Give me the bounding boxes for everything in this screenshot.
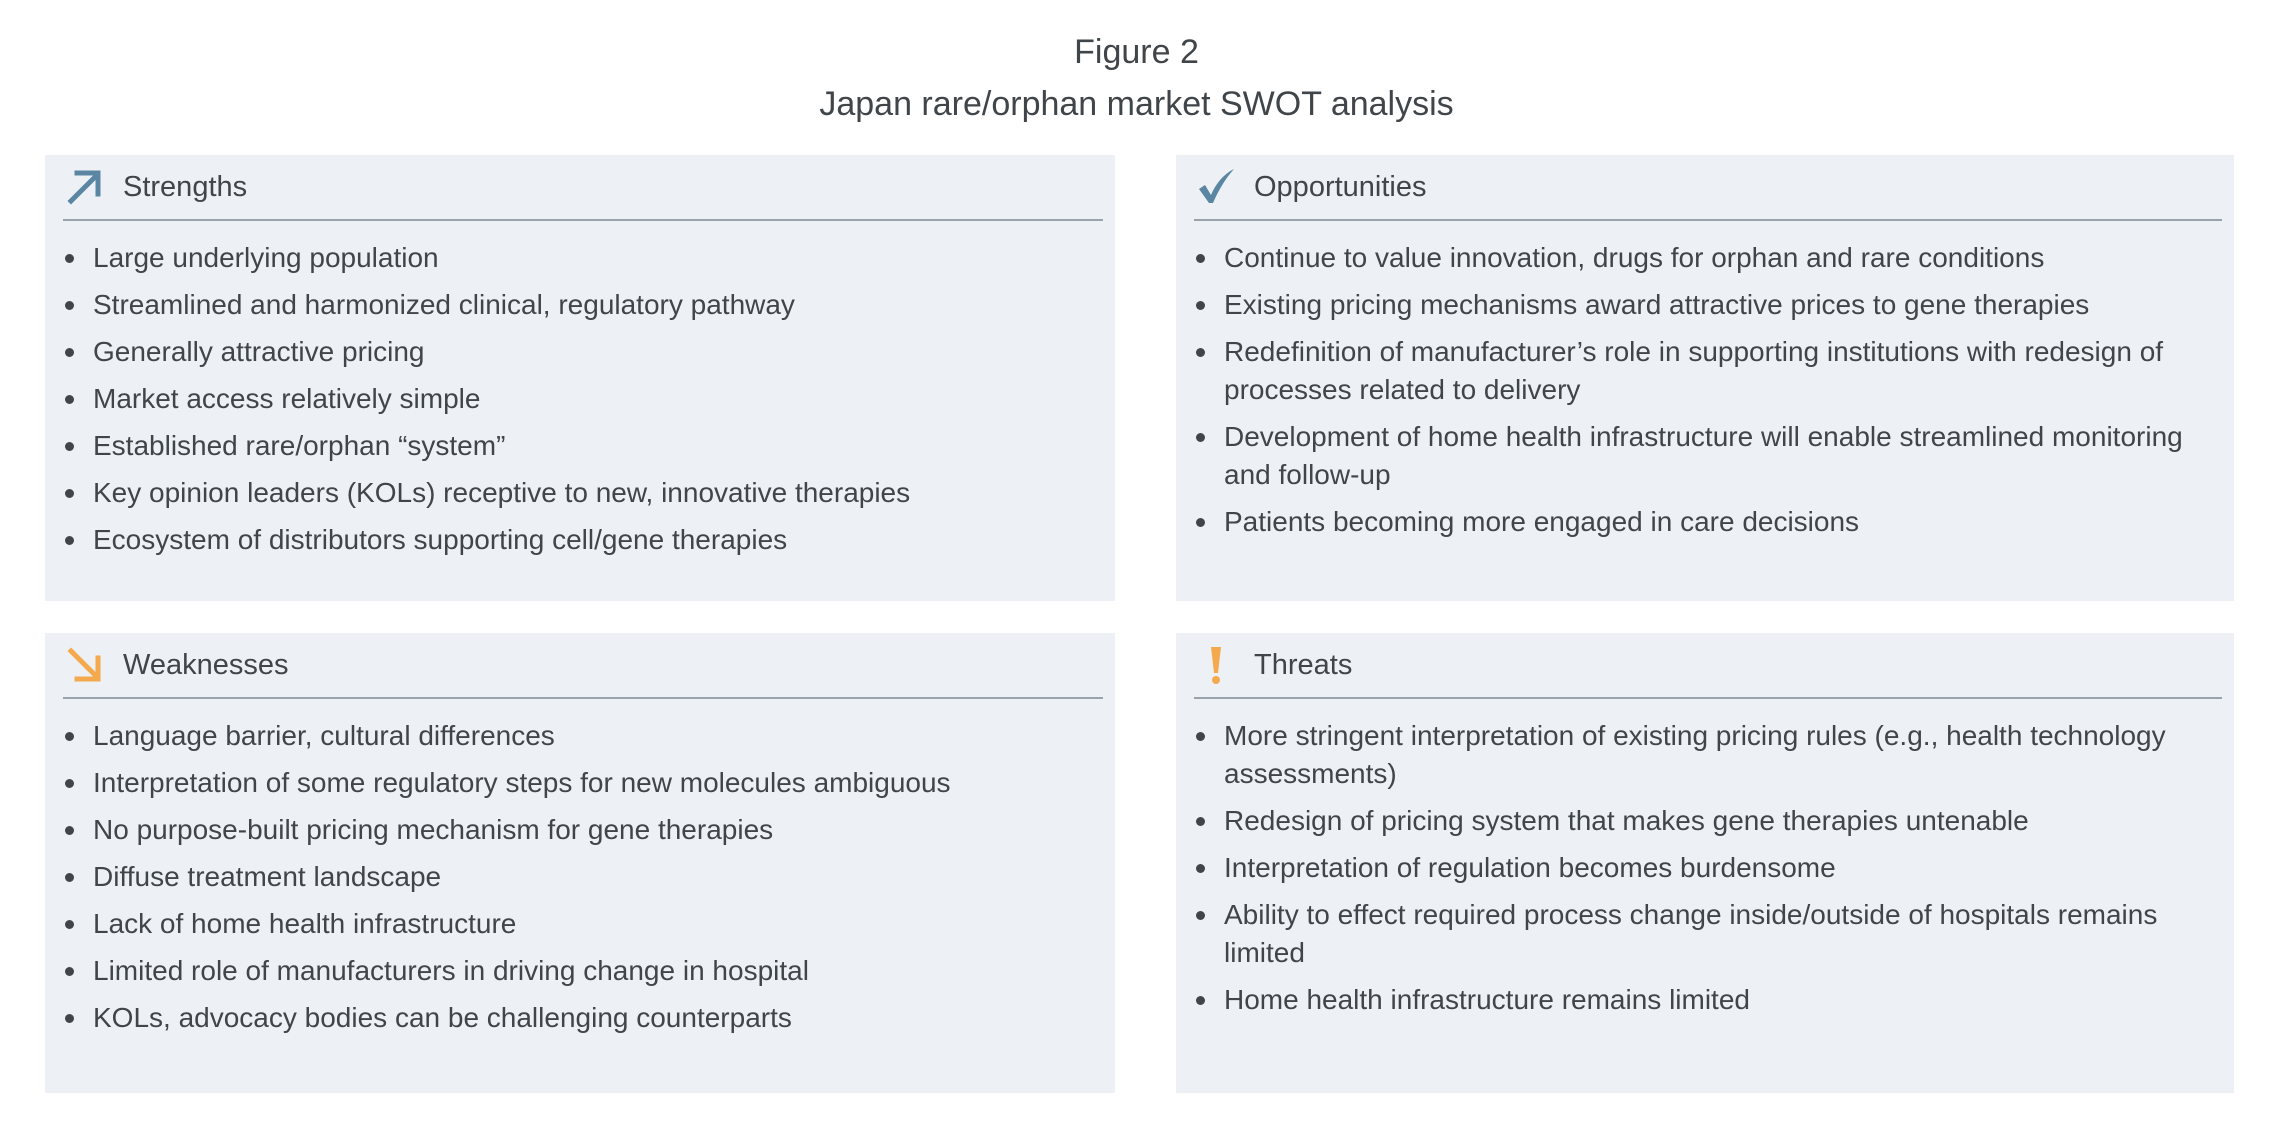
arrow-down-right-icon (65, 645, 105, 685)
list-item (63, 474, 1103, 512)
bullet (65, 1014, 74, 1023)
bullet (1196, 817, 1205, 826)
strengths-panel (45, 155, 1115, 601)
bullet (65, 254, 74, 263)
list-item-text: Ability to effect required process change inside/outside of hospitals remains limited (1224, 899, 2158, 968)
threats-header (1194, 633, 2222, 699)
bullet (1196, 518, 1205, 527)
list-item-text: Existing pricing mechanisms award attractive prices to gene therapies (1224, 289, 2090, 320)
threats-title: Threats (1254, 648, 1353, 681)
list-item (63, 905, 1103, 943)
list-item (63, 952, 1103, 990)
list-item-text: KOLs, advocacy bodies can be challenging counterparts (93, 1002, 792, 1033)
list-item-text: Interpretation of regulation becomes burdensome (1224, 852, 1836, 883)
list-item (1194, 849, 2222, 887)
arrow-up-right-icon (65, 167, 105, 207)
strengths-list (63, 239, 1103, 559)
list-item-text: More stringent interpretation of existing pricing rules (e.g., health technology assessments) (1224, 720, 2166, 789)
opportunities-header (1194, 155, 2222, 221)
strengths-header (63, 155, 1103, 221)
list-item (1194, 333, 2222, 409)
bullet (65, 395, 74, 404)
bullet (65, 732, 74, 741)
list-item (63, 333, 1103, 371)
bullet (1196, 864, 1205, 873)
list-item-text: Streamlined and harmonized clinical, regulatory pathway (93, 289, 795, 320)
weaknesses-title: Weaknesses (123, 648, 289, 681)
list-item (1194, 286, 2222, 324)
list-item (1194, 896, 2222, 972)
list-item-text: Established rare/orphan “system” (93, 430, 506, 461)
list-item (63, 521, 1103, 559)
bullet (1196, 732, 1205, 741)
opportunities-title: Opportunities (1254, 170, 1427, 203)
list-item-text: Continue to value innovation, drugs for orphan and rare conditions (1224, 242, 2045, 273)
bullet (1196, 433, 1205, 442)
list-item-text: Redesign of pricing system that makes gene therapies untenable (1224, 805, 2029, 836)
threats-panel (1176, 633, 2234, 1093)
list-item (63, 427, 1103, 465)
list-item-text: Interpretation of some regulatory steps for new molecules ambiguous (93, 767, 951, 798)
list-item (63, 999, 1103, 1037)
bullet (65, 920, 74, 929)
bullet (65, 826, 74, 835)
list-item (63, 858, 1103, 896)
list-item (63, 239, 1103, 277)
list-item-text: Limited role of manufacturers in driving change in hospital (93, 955, 809, 986)
figure-title: Japan rare/orphan market SWOT analysis (819, 85, 1454, 123)
bullet (1196, 911, 1205, 920)
list-item-text: Large underlying population (93, 242, 439, 273)
list-item (1194, 239, 2222, 277)
list-item (63, 764, 1103, 802)
list-item-text: Key opinion leaders (KOLs) receptive to new, innovative therapies (93, 477, 911, 508)
bullet (1196, 254, 1205, 263)
list-item-text: Redefinition of manufacturer’s role in supporting institutions with redesign of processes related to delivery (1224, 336, 2164, 405)
list-item-text: No purpose-built pricing mechanism for gene therapies (93, 814, 774, 845)
list-item (1194, 981, 2222, 1019)
figure-header (0, 26, 2273, 130)
checkmark-icon (1196, 167, 1236, 207)
bullet (1196, 301, 1205, 310)
list-item-text: Home health infrastructure remains limited (1224, 984, 1750, 1015)
bullet (65, 301, 74, 310)
list-item-text: Diffuse treatment landscape (93, 861, 442, 892)
list-item-text: Ecosystem of distributors supporting cell/gene therapies (93, 524, 788, 555)
list-item-text: Development of home health infrastructure will enable streamlined monitoring and follow-up (1224, 421, 2183, 490)
list-item (63, 286, 1103, 324)
bullet (65, 779, 74, 788)
bullet (65, 442, 74, 451)
weaknesses-header (63, 633, 1103, 699)
strengths-title: Strengths (123, 170, 248, 203)
bullet (65, 348, 74, 357)
list-item (63, 380, 1103, 418)
list-item (1194, 418, 2222, 494)
list-item-text: Patients becoming more engaged in care decisions (1224, 506, 1860, 537)
bullet (65, 489, 74, 498)
list-item (1194, 802, 2222, 840)
list-item-text: Generally attractive pricing (93, 336, 425, 367)
list-item (63, 811, 1103, 849)
opportunities-list (1194, 239, 2222, 541)
bullet (65, 873, 74, 882)
list-item (63, 717, 1103, 755)
list-item (1194, 717, 2222, 793)
bullet (1196, 996, 1205, 1005)
threats-list (1194, 717, 2222, 1019)
list-item (1194, 503, 2222, 541)
list-item-text: Language barrier, cultural differences (93, 720, 555, 751)
list-item-text: Lack of home health infrastructure (93, 908, 517, 939)
weaknesses-panel (45, 633, 1115, 1093)
bullet (1196, 348, 1205, 357)
opportunities-panel (1176, 155, 2234, 601)
weaknesses-list (63, 717, 1103, 1037)
bullet (65, 536, 74, 545)
list-item-text: Market access relatively simple (93, 383, 481, 414)
bullet (65, 967, 74, 976)
exclamation-icon (1196, 645, 1236, 685)
figure-label: Figure 2 (1074, 33, 1199, 71)
